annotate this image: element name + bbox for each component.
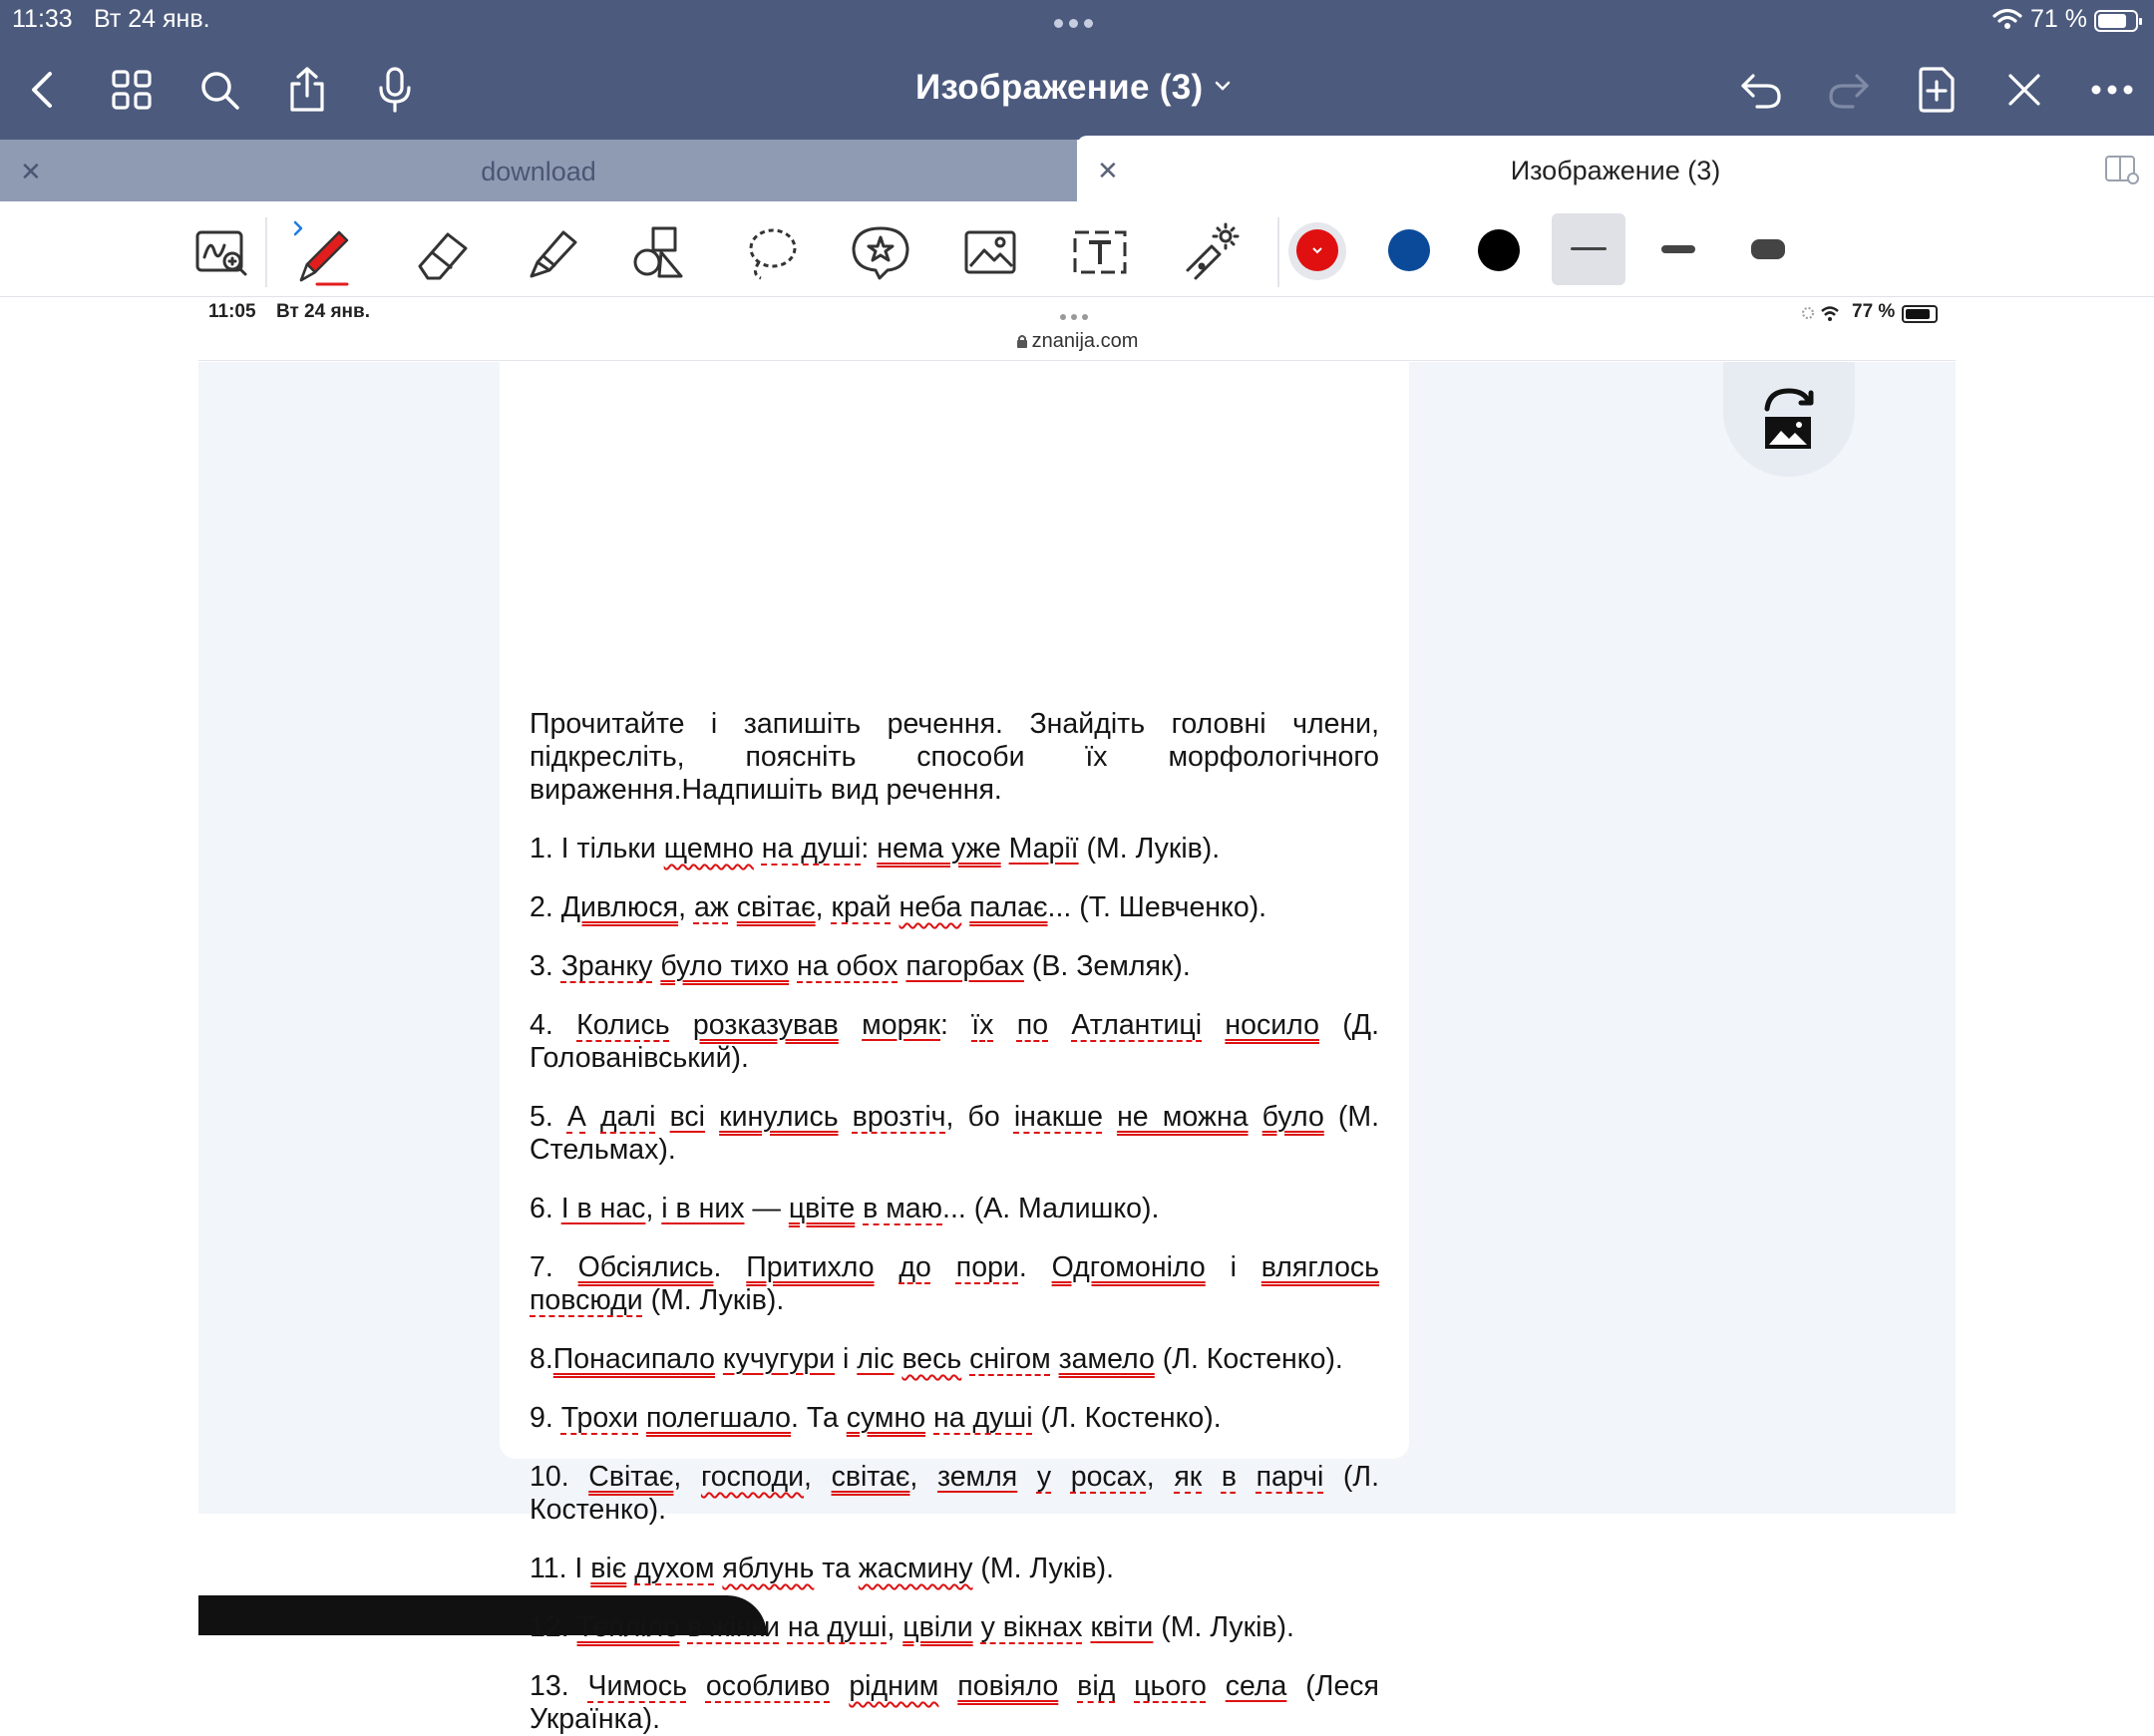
thickness-thick[interactable] <box>1731 213 1805 285</box>
sticker-tool-icon[interactable] <box>848 219 913 285</box>
document-canvas[interactable] <box>0 297 2154 1735</box>
tab-download[interactable] <box>0 140 1077 201</box>
close-fullscreen-icon[interactable] <box>1998 64 2050 116</box>
sentence-2: 2. Дивлюся, аж світає, край неба палає... (Т. Шевченко). <box>530 891 1267 923</box>
zoom-window-tool-icon[interactable] <box>189 219 255 285</box>
tab-label[interactable]: download <box>481 157 596 186</box>
thickness-thin-selected[interactable] <box>1552 213 1625 285</box>
highlighter-tool-icon[interactable] <box>519 219 584 285</box>
wifi-icon <box>1992 8 2022 30</box>
sentence-3: 3. Зранку було тихо на обох пагорбах (В. Земляк). <box>530 950 1191 982</box>
close-tab-icon[interactable]: ✕ <box>20 157 42 186</box>
back-icon[interactable] <box>18 64 70 116</box>
instruction-line: вираження.Надпишіть вид речення. <box>530 774 1002 806</box>
eraser-tool-icon[interactable] <box>409 219 475 285</box>
sentence-8: 8.Понасипало кучугури і ліс весь снігом замело (Л. Костенко). <box>530 1343 1343 1375</box>
close-tab-icon[interactable]: ✕ <box>1097 156 1119 185</box>
sentence-6: 6. І в нас, і в них — цвіте в маю... (А. Малишко). <box>530 1193 1160 1224</box>
tab-label[interactable]: Изображение (3) <box>1510 156 1721 185</box>
shapes-tool-icon[interactable] <box>628 219 694 285</box>
sentence-12: 12. Тепліло в жінки на душі, цвіли у вікнах квіти (М. Луків). <box>530 1611 1294 1643</box>
sentence-11: 11. І віє духом яблунь та жасмину (М. Луків). <box>530 1553 1115 1584</box>
sentence-10: 10. Світає, господи, світає, земля у росах, як в парчі (Л. Костенко). <box>530 1461 1380 1526</box>
embedded-time: 11:05 <box>208 301 256 322</box>
status-date: Вт 24 янв. <box>94 5 210 33</box>
sentence-9: 9. Трохи полегшало. Та сумно на душі (Л. Костенко). <box>530 1402 1222 1434</box>
embedded-battery-icon <box>1902 305 1938 323</box>
instruction-line: підкресліть, поясніть способи їх морфологічного <box>530 741 1379 773</box>
image-tool-icon[interactable] <box>957 219 1023 285</box>
worksheet-text <box>530 708 1379 1736</box>
search-icon[interactable] <box>193 64 245 116</box>
lasso-tool-icon[interactable] <box>738 219 804 285</box>
embedded-status-bar <box>198 297 1956 361</box>
battery-percentage: 71 % <box>2030 5 2087 33</box>
chevron-down-icon[interactable] <box>1215 80 1231 92</box>
top-navigation-bar <box>0 0 2154 140</box>
embedded-url-bar <box>198 330 1956 353</box>
tab-active-document[interactable] <box>1077 136 2154 201</box>
text-tool-icon[interactable] <box>1067 219 1133 285</box>
embedded-battery-text: 77 % <box>1852 301 1896 322</box>
status-time: 11:33 <box>12 5 73 33</box>
color-swatch-black[interactable] <box>1478 229 1520 271</box>
grid-icon[interactable] <box>106 64 158 116</box>
share-icon[interactable] <box>281 64 333 116</box>
battery-icon <box>2094 10 2138 32</box>
sentence-13: 13. Чимось особливо рідним повіяло від цього села (Леся Українка). <box>530 1670 1379 1735</box>
multitasking-dots-icon[interactable] <box>1054 15 1099 33</box>
pen-tool-icon[interactable] <box>289 219 355 285</box>
embedded-url: znanija.com <box>1031 330 1139 352</box>
color-swatch-blue[interactable] <box>1388 229 1430 271</box>
worksheet-instructions <box>530 708 1379 807</box>
undo-icon[interactable] <box>1735 64 1787 116</box>
color-swatch-red[interactable] <box>1296 229 1338 271</box>
embedded-dots-icon <box>1060 307 1093 325</box>
lock-icon <box>1016 334 1028 348</box>
add-page-icon[interactable] <box>1911 64 1963 116</box>
sentence-1: 1. І тільки щемно на душі: нема уже Марії (М. Луків). <box>530 833 1221 865</box>
rotate-image-icon <box>1759 385 1819 455</box>
sentence-7: 7. Обсіялись. Притихло до пори. Одгомоніло і вляглось повсюди (М. Луків). <box>530 1251 1380 1316</box>
split-view-icon[interactable] <box>2104 154 2140 185</box>
microphone-icon[interactable] <box>369 64 421 116</box>
more-icon[interactable] <box>2086 64 2138 116</box>
laser-pointer-tool-icon[interactable] <box>1177 219 1243 285</box>
drawing-toolbar <box>0 201 2154 297</box>
sentence-4: 4. Колись розказував моряк: їх по Атлантиці носило (Д. Голованівський). <box>530 1009 1379 1074</box>
thickness-medium[interactable] <box>1641 213 1715 285</box>
redo-icon[interactable] <box>1823 64 1875 116</box>
sentence-5: 5. А далі всі кинулись врозтіч, бо інакше не можна було (М. Стельмах). <box>530 1101 1380 1166</box>
rotate-image-button[interactable] <box>1723 362 1855 477</box>
embedded-wifi-icon <box>1802 305 1842 321</box>
tab-bar <box>0 140 2154 201</box>
embedded-date: Вт 24 янв. <box>276 301 370 322</box>
document-title[interactable]: Изображение (3) <box>915 68 1204 107</box>
instruction-line: Прочитайте і запишіть речення. Знайдіть головні члени, <box>530 708 1379 740</box>
